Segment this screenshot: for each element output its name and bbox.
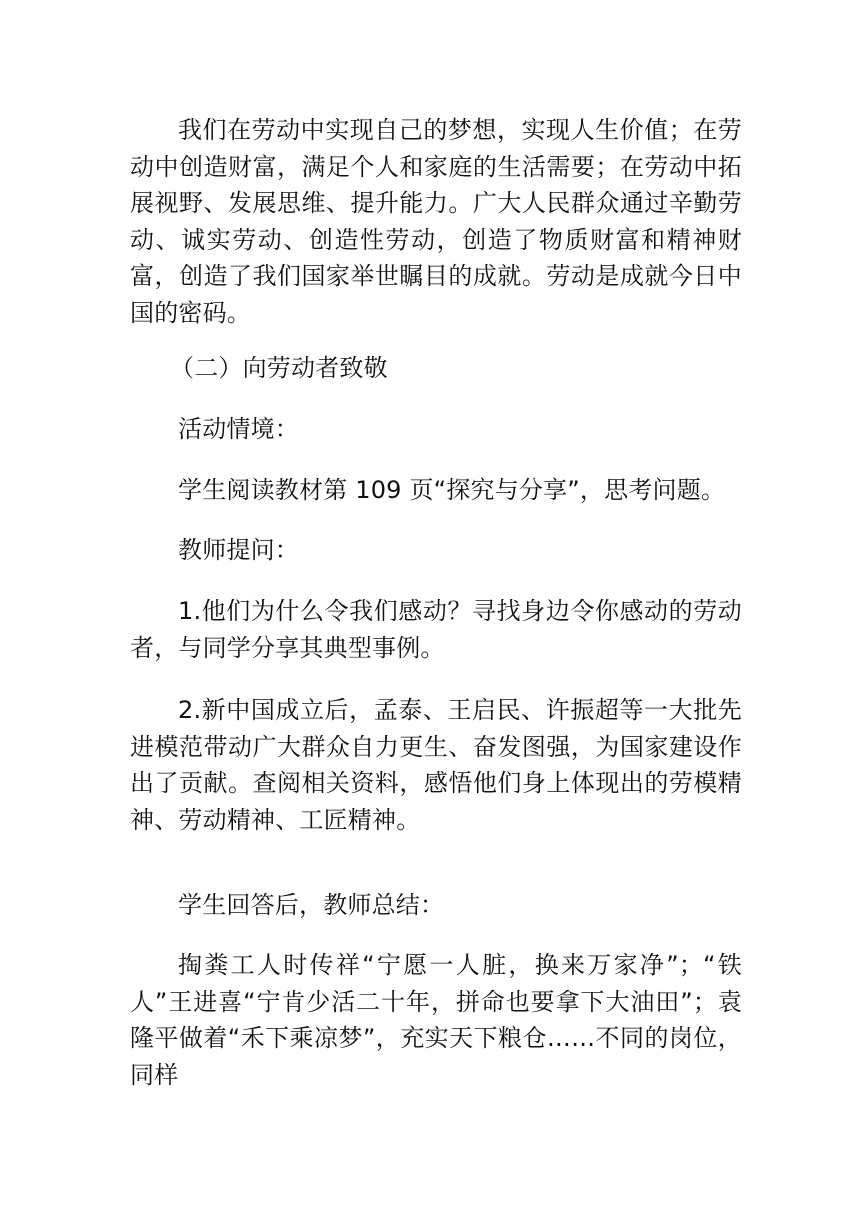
paragraph-question-2: 2.新中国成立后，孟泰、王启民、许振超等一大批先进模范带动广大群众自力更生、奋发图强，为国家建设作出了贡献。查阅相关资料，感悟他们身上体现出的劳模精神、劳动精神、工匠精神。 <box>130 696 742 834</box>
paragraph-labor-value: 我们在劳动中实现自己的梦想，实现人生价值；在劳动中创造财富，满足个人和家庭的生活需要；在劳动中拓展视野、发展思维、提升能力。广大人民群众通过辛勤劳动、诚实劳动、创造性劳动，创造了物质财富和精神财富，创造了我们国家举世瞩目的成就。劳动是成就今日中国的密码。 <box>130 116 742 327</box>
paragraph-teacher-question-label: 教师提问： <box>178 536 299 564</box>
paragraph-student-reading: 学生阅读教材第 109 页“探究与分享”，思考问题。 <box>178 476 726 504</box>
paragraph-activity-context-label: 活动情境： <box>178 415 299 443</box>
paragraph-teacher-summary-label: 学生回答后，教师总结： <box>178 891 445 919</box>
paragraph-summary-examples: 掏粪工人时传祥“宁愿一人脏，换来万家净”；“铁人”王进喜“宁肯少活二十年，拼命也要拿下大油田”；袁隆平做着“禾下乘凉梦”，充实天下粮仓……不同的岗位，同样 <box>130 951 742 1089</box>
paragraph-question-1: 1.他们为什么令我们感动？寻找身边令你感动的劳动者，与同学分享其典型事例。 <box>130 597 742 662</box>
section-heading-salute-workers: （二）向劳动者致敬 <box>170 354 388 382</box>
